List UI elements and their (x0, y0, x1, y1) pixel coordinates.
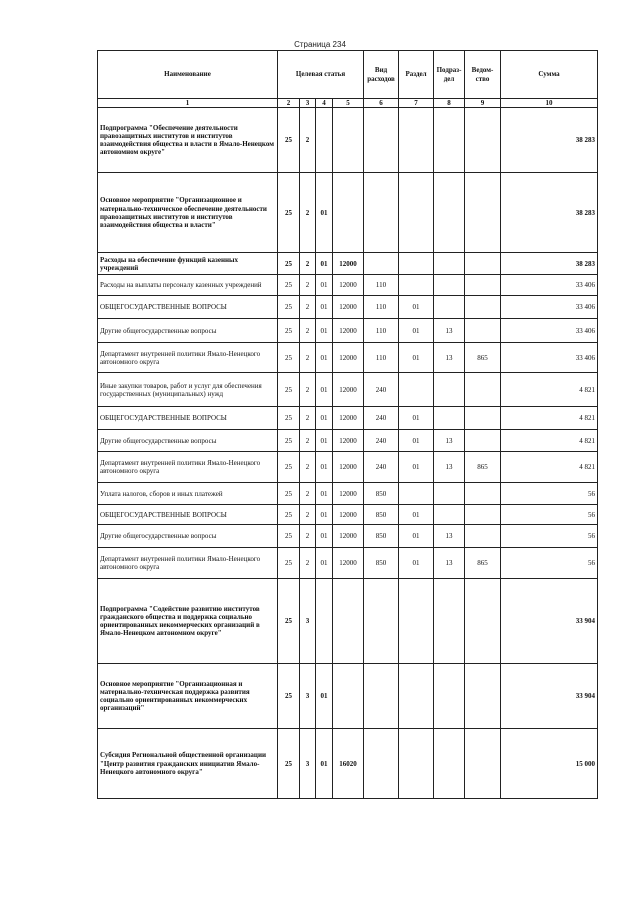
section-cell: 01 (399, 548, 434, 579)
section-cell: 01 (399, 525, 434, 548)
target-code-1: 25 (278, 579, 300, 664)
target-code-4: 12000 (333, 407, 364, 430)
target-code-1: 25 (278, 296, 300, 319)
row-name: Другие общегосударственные вопросы (98, 430, 278, 452)
target-code-2: 2 (300, 505, 316, 525)
section-cell: 01 (399, 430, 434, 452)
table-row (98, 483, 598, 505)
table-row (98, 430, 598, 452)
target-code-4 (333, 664, 364, 729)
table-row (98, 525, 598, 548)
target-code-1: 25 (278, 452, 300, 483)
header-target: Целевая статья (278, 51, 364, 99)
expense-type-cell (364, 173, 399, 253)
subsection-cell (434, 729, 465, 799)
target-code-2: 2 (300, 430, 316, 452)
column-number: 10 (501, 99, 598, 108)
target-code-4: 12000 (333, 296, 364, 319)
table-row (98, 319, 598, 343)
target-code-2: 2 (300, 275, 316, 296)
expense-type-cell: 240 (364, 373, 399, 407)
section-cell (399, 664, 434, 729)
table-row (98, 253, 598, 275)
target-code-2: 2 (300, 373, 316, 407)
target-code-4 (333, 579, 364, 664)
department-cell (465, 525, 501, 548)
target-code-3: 01 (316, 275, 333, 296)
target-code-2: 2 (300, 343, 316, 373)
expense-type-cell: 110 (364, 296, 399, 319)
target-code-2: 2 (300, 452, 316, 483)
row-name: ОБЩЕГОСУДАРСТВЕННЫЕ ВОПРОСЫ (98, 407, 278, 430)
section-cell (399, 483, 434, 505)
department-cell (465, 407, 501, 430)
row-name: ОБЩЕГОСУДАРСТВЕННЫЕ ВОПРОСЫ (98, 296, 278, 319)
header-name: Наименование (98, 51, 278, 99)
section-cell (399, 729, 434, 799)
department-cell (465, 664, 501, 729)
table-row (98, 407, 598, 430)
target-code-3: 01 (316, 319, 333, 343)
expense-type-cell (364, 729, 399, 799)
expense-type-cell (364, 579, 399, 664)
target-code-1: 25 (278, 319, 300, 343)
row-name: Расходы на выплаты персоналу казенных учреждений (98, 275, 278, 296)
expense-type-cell: 850 (364, 505, 399, 525)
subsection-cell (434, 579, 465, 664)
subsection-cell (434, 173, 465, 253)
expense-type-cell (364, 108, 399, 173)
amount-cell: 4 821 (501, 407, 598, 430)
header-vid: Вид расходов (364, 51, 399, 99)
row-name: Департамент внутренней политики Ямало-Ненецкого автономного округа (98, 548, 278, 579)
section-cell (399, 173, 434, 253)
table-row (98, 343, 598, 373)
row-name: Основное мероприятие "Организационная и материально-техническая поддержка развития социально ориентированных некоммерческих организаций" (98, 664, 278, 729)
expense-type-cell: 240 (364, 452, 399, 483)
target-code-4: 12000 (333, 505, 364, 525)
column-number: 4 (316, 99, 333, 108)
amount-cell: 33 406 (501, 319, 598, 343)
row-name: Другие общегосударственные вопросы (98, 525, 278, 548)
expense-type-cell: 240 (364, 407, 399, 430)
target-code-4: 12000 (333, 343, 364, 373)
subsection-cell (434, 407, 465, 430)
table-row (98, 452, 598, 483)
column-number: 1 (98, 99, 278, 108)
amount-cell: 4 821 (501, 430, 598, 452)
row-name: Расходы на обеспечение функций казенных учреждений (98, 253, 278, 275)
expense-type-cell (364, 253, 399, 275)
table-row (98, 729, 598, 799)
subsection-cell (434, 505, 465, 525)
target-code-3: 01 (316, 452, 333, 483)
subsection-cell: 13 (434, 525, 465, 548)
target-code-1: 25 (278, 664, 300, 729)
column-numbers-row (98, 99, 598, 108)
amount-cell: 56 (501, 483, 598, 505)
target-code-3 (316, 108, 333, 173)
subsection-cell: 13 (434, 548, 465, 579)
section-cell (399, 579, 434, 664)
amount-cell: 56 (501, 505, 598, 525)
target-code-2: 2 (300, 319, 316, 343)
amount-cell: 15 000 (501, 729, 598, 799)
target-code-2: 3 (300, 729, 316, 799)
row-name: Департамент внутренней политики Ямало-Ненецкого автономного округа (98, 343, 278, 373)
subsection-cell (434, 275, 465, 296)
column-number: 6 (364, 99, 399, 108)
section-cell (399, 275, 434, 296)
section-cell: 01 (399, 296, 434, 319)
department-cell (465, 296, 501, 319)
target-code-3: 01 (316, 296, 333, 319)
department-cell (465, 483, 501, 505)
department-cell (465, 173, 501, 253)
column-number: 2 (278, 99, 300, 108)
target-code-3: 01 (316, 729, 333, 799)
target-code-2: 3 (300, 664, 316, 729)
amount-cell: 56 (501, 525, 598, 548)
table-row (98, 548, 598, 579)
target-code-2: 2 (300, 253, 316, 275)
target-code-4: 12000 (333, 253, 364, 275)
amount-cell: 38 283 (501, 108, 598, 173)
subsection-cell: 13 (434, 452, 465, 483)
subsection-cell: 13 (434, 343, 465, 373)
target-code-3 (316, 579, 333, 664)
section-cell (399, 108, 434, 173)
target-code-1: 25 (278, 173, 300, 253)
target-code-2: 2 (300, 173, 316, 253)
column-number: 9 (465, 99, 501, 108)
row-name: Субсидия Региональной общественной организации "Центр развития гражданских инициатив Ямало-Ненецкого автономного округа" (98, 729, 278, 799)
target-code-1: 25 (278, 373, 300, 407)
amount-cell: 33 406 (501, 296, 598, 319)
target-code-1: 25 (278, 343, 300, 373)
section-cell (399, 253, 434, 275)
subsection-cell (434, 108, 465, 173)
row-name: Уплата налогов, сборов и иных платежей (98, 483, 278, 505)
section-cell: 01 (399, 319, 434, 343)
column-number: 7 (399, 99, 434, 108)
department-cell (465, 319, 501, 343)
target-code-1: 25 (278, 525, 300, 548)
target-code-2: 3 (300, 579, 316, 664)
target-code-2: 2 (300, 483, 316, 505)
target-code-4 (333, 108, 364, 173)
table-row (98, 373, 598, 407)
target-code-4: 12000 (333, 525, 364, 548)
column-number: 8 (434, 99, 465, 108)
target-code-2: 2 (300, 296, 316, 319)
target-code-3: 01 (316, 525, 333, 548)
department-cell: 865 (465, 548, 501, 579)
section-cell: 01 (399, 452, 434, 483)
row-name: ОБЩЕГОСУДАРСТВЕННЫЕ ВОПРОСЫ (98, 505, 278, 525)
target-code-2: 2 (300, 525, 316, 548)
target-code-3: 01 (316, 548, 333, 579)
target-code-3: 01 (316, 430, 333, 452)
department-cell: 865 (465, 452, 501, 483)
target-code-3: 01 (316, 253, 333, 275)
row-name: Подпрограмма "Содействие развитию институтов гражданского общества и поддержка социально ориентированных некоммерческих организаций в Ямало-Ненецком автономном округе" (98, 579, 278, 664)
expense-type-cell: 110 (364, 275, 399, 296)
table-row (98, 275, 598, 296)
table-row (98, 579, 598, 664)
table-row (98, 664, 598, 729)
subsection-cell (434, 253, 465, 275)
amount-cell: 56 (501, 548, 598, 579)
column-number: 3 (300, 99, 316, 108)
target-code-1: 25 (278, 275, 300, 296)
target-code-1: 25 (278, 407, 300, 430)
target-code-3: 01 (316, 407, 333, 430)
target-code-3: 01 (316, 505, 333, 525)
section-cell: 01 (399, 407, 434, 430)
target-code-2: 2 (300, 108, 316, 173)
header-row (98, 51, 598, 99)
subsection-cell: 13 (434, 319, 465, 343)
target-code-3: 01 (316, 343, 333, 373)
target-code-2: 2 (300, 407, 316, 430)
target-code-4: 12000 (333, 483, 364, 505)
section-cell: 01 (399, 505, 434, 525)
header-vedomstvo: Ведом-ство (465, 51, 501, 99)
target-code-1: 25 (278, 253, 300, 275)
amount-cell: 33 904 (501, 579, 598, 664)
table-row (98, 108, 598, 173)
amount-cell: 4 821 (501, 373, 598, 407)
page-label: Страница 234 (294, 40, 346, 49)
department-cell: 865 (465, 343, 501, 373)
row-name: Основное мероприятие "Организационное и материально-техническое обеспечение деятельности правозащитных институтов и институтов взаимодействия общества и власти" (98, 173, 278, 253)
table-row (98, 173, 598, 253)
department-cell (465, 253, 501, 275)
amount-cell: 38 283 (501, 253, 598, 275)
target-code-4: 12000 (333, 319, 364, 343)
expense-type-cell: 850 (364, 548, 399, 579)
amount-cell: 33 904 (501, 664, 598, 729)
subsection-cell (434, 483, 465, 505)
target-code-2: 2 (300, 548, 316, 579)
department-cell (465, 373, 501, 407)
table-row (98, 505, 598, 525)
column-number: 5 (333, 99, 364, 108)
department-cell (465, 275, 501, 296)
target-code-1: 25 (278, 729, 300, 799)
target-code-3: 01 (316, 664, 333, 729)
header-summa: Сумма (501, 51, 598, 99)
row-name: Подпрограмма "Обеспечение деятельности правозащитных институтов и институтов взаимодействия общества и власти в Ямало-Ненецком автономном округе" (98, 108, 278, 173)
department-cell (465, 579, 501, 664)
target-code-4: 12000 (333, 373, 364, 407)
table-row (98, 296, 598, 319)
subsection-cell (434, 296, 465, 319)
expense-type-cell: 850 (364, 483, 399, 505)
target-code-1: 25 (278, 483, 300, 505)
section-cell (399, 373, 434, 407)
section-cell: 01 (399, 343, 434, 373)
department-cell (465, 505, 501, 525)
target-code-1: 25 (278, 108, 300, 173)
subsection-cell: 13 (434, 430, 465, 452)
target-code-1: 25 (278, 505, 300, 525)
amount-cell: 33 406 (501, 343, 598, 373)
department-cell (465, 729, 501, 799)
expense-type-cell: 240 (364, 430, 399, 452)
target-code-4: 12000 (333, 452, 364, 483)
expense-type-cell: 110 (364, 343, 399, 373)
row-name: Департамент внутренней политики Ямало-Ненецкого автономного округа (98, 452, 278, 483)
target-code-3: 01 (316, 173, 333, 253)
header-razdel: Раздел (399, 51, 434, 99)
target-code-4 (333, 173, 364, 253)
amount-cell: 38 283 (501, 173, 598, 253)
amount-cell: 4 821 (501, 452, 598, 483)
target-code-4: 12000 (333, 548, 364, 579)
header-podrazdel: Подраз-дел (434, 51, 465, 99)
department-cell (465, 108, 501, 173)
row-name: Другие общегосударственные вопросы (98, 319, 278, 343)
subsection-cell (434, 373, 465, 407)
target-code-3: 01 (316, 373, 333, 407)
amount-cell: 33 406 (501, 275, 598, 296)
expense-type-cell: 850 (364, 525, 399, 548)
expense-type-cell (364, 664, 399, 729)
target-code-1: 25 (278, 430, 300, 452)
target-code-4: 12000 (333, 275, 364, 296)
target-code-4: 12000 (333, 430, 364, 452)
target-code-1: 25 (278, 548, 300, 579)
budget-table (97, 50, 598, 799)
subsection-cell (434, 664, 465, 729)
expense-type-cell: 110 (364, 319, 399, 343)
target-code-4: 16020 (333, 729, 364, 799)
row-name: Иные закупки товаров, работ и услуг для обеспечения государственных (муниципальных) нужд (98, 373, 278, 407)
target-code-3: 01 (316, 483, 333, 505)
department-cell (465, 430, 501, 452)
